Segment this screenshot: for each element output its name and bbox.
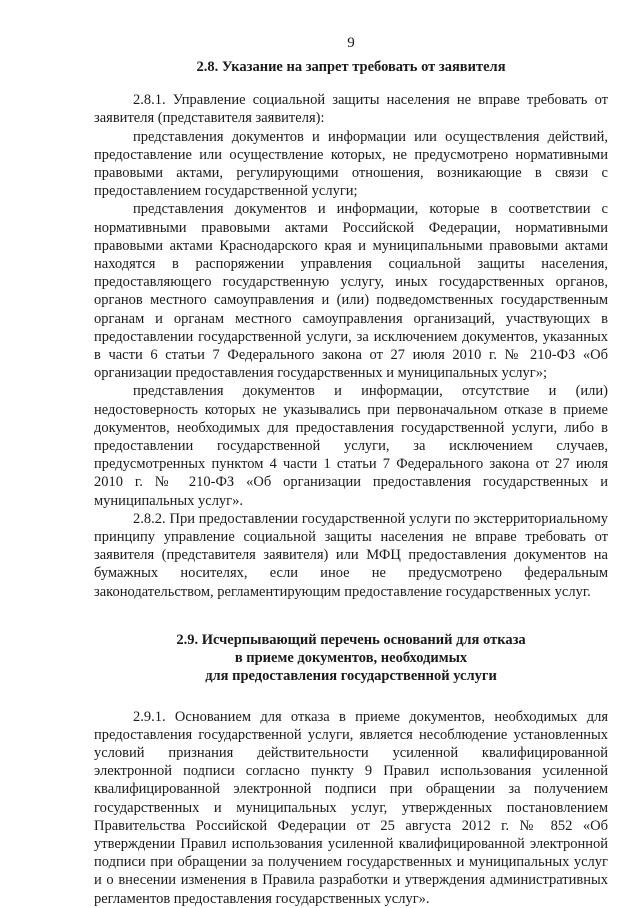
paragraph-2-8-1: 2.8.1. Управление социальной защиты населения не вправе требовать от заявителя (представителя заявителя): (94, 92, 608, 127)
paragraph-2-8-1-item-3: представления документов и информации, отсутствие и (или) недостоверность которых не указывались при первоначальном отказе в приеме документов, необходимых для предоставления государственной услуги, либо в предоставлении государственной услуги, за исключением случаев, предусмотренных пунктом 4 части 1 статьи 7 Федерального закона от 27 июля 2010 г. № 210-ФЗ «Об организации предоставления государственных и муниципальных услуг». (94, 383, 608, 509)
document-page (94, 34, 608, 908)
section-2-9-heading-line-2: в приеме документов, необходимых (234, 650, 468, 667)
paragraph-2-8-1-item-2: представления документов и информации, которые в соответствии с нормативными правовыми актами Российской Федерации, нормативными правовыми актами Краснодарского края и муниципальными правовыми актами находятся в распоряжении управления социальной защиты населения, предоставляющего государственную услугу, иных государственных органов, органов местного самоуправления и (или) подведомственных государственным органам и органам местного самоуправления организаций, участвующих в предоставлении государственной услуги, за исключением документов, указанных в части 6 статьи 7 Федерального закона от 27 июля 2010 г. № 210-ФЗ «Об организации предоставления государственных и муниципальных услуг»; (94, 201, 608, 382)
page-number: 9 (347, 35, 355, 51)
paragraph-2-8-2: 2.8.2. При предоставлении государственной услуги по экстерриториальному принципу управление социальной защиты населения не вправе требовать от заявителя (представителя заявителя) или МФЦ предоставления документов на бумажных носителях, если иное не предусмотрено федеральным законодательством, регламентирующим предоставление государственных услуг. (94, 510, 608, 600)
section-2-9-heading (94, 631, 608, 686)
paragraph-2-9-1: 2.9.1. Основанием для отказа в приеме документов, необходимых для предоставления государственной услуги, является несоблюдение установленных условий признания действительности усиленной квалифицированной электронной подписи согласно пункту 9 Правил использования усиленной квалифицированной электронной подписи при обращении за получением государственных и муниципальных услуг, утвержденных постановлением Правительства Российской Федерации от 25 августа 2012 г. № 852 «Об утверждении Правил использования усиленной квалифицированной электронной подписи при обращении за получением государственных и муниципальных услуг и о внесении изменения в Правила разработки и утверждения административных регламентов предоставления государственных услуг». (94, 708, 608, 907)
section-2-9-heading-line-1: 2.9. Исчерпывающий перечень оснований для отказа (176, 631, 526, 648)
paragraph-2-8-1-item-1: представления документов и информации или осуществления действий, предоставление или осуществление которых, не предусмотрено нормативными правовыми актами, регулирующими отношения, возникающие в связи с предоставлением государственной услуги; (94, 128, 608, 200)
section-2-9-heading-line-3: для предоставления государственной услуги (205, 668, 497, 685)
section-2-8-heading: 2.8. Указание на запрет требовать от заявителя (196, 59, 506, 75)
